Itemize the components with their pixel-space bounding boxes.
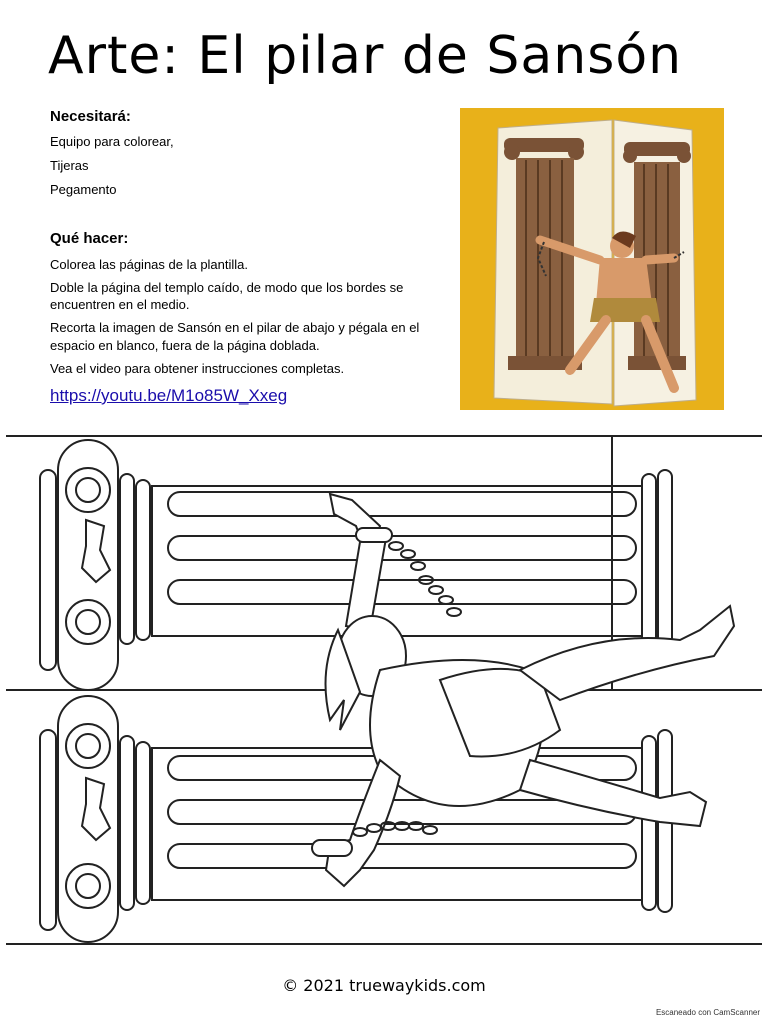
instruction-line: Colorea las páginas de la plantilla. [50,257,249,272]
coloring-template [0,430,768,950]
video-link[interactable]: https://youtu.be/M1o85W_Xxeg [50,386,288,405]
scanner-watermark: Escaneado con CamScanner [655,1008,760,1017]
footer-copyright: © 2021 truewaykids.com [282,976,486,995]
page-title: Arte: El pilar de Sansón [48,26,683,86]
craft-photo [460,108,724,410]
instruction-line: espacio en blanco, fuera de la página doblada. [50,338,320,353]
materials-item: Pegamento [50,182,117,197]
instruction-line: Vea el video para obtener instrucciones completas. [50,361,345,376]
bottom-pillar [40,696,672,942]
materials-heading: Necesitará: [50,108,131,125]
instruction-line: encuentren en el medio. [50,297,190,312]
instruction-line: Recorta la imagen de Sansón en el pilar de abajo y pégala en el [50,320,420,335]
instructions-heading: Qué hacer: [50,230,129,247]
instruction-line: Doble la página del templo caído, de modo que los bordes se [50,280,404,295]
materials-item: Tijeras [50,158,89,173]
materials-item: Equipo para colorear, [50,134,174,149]
